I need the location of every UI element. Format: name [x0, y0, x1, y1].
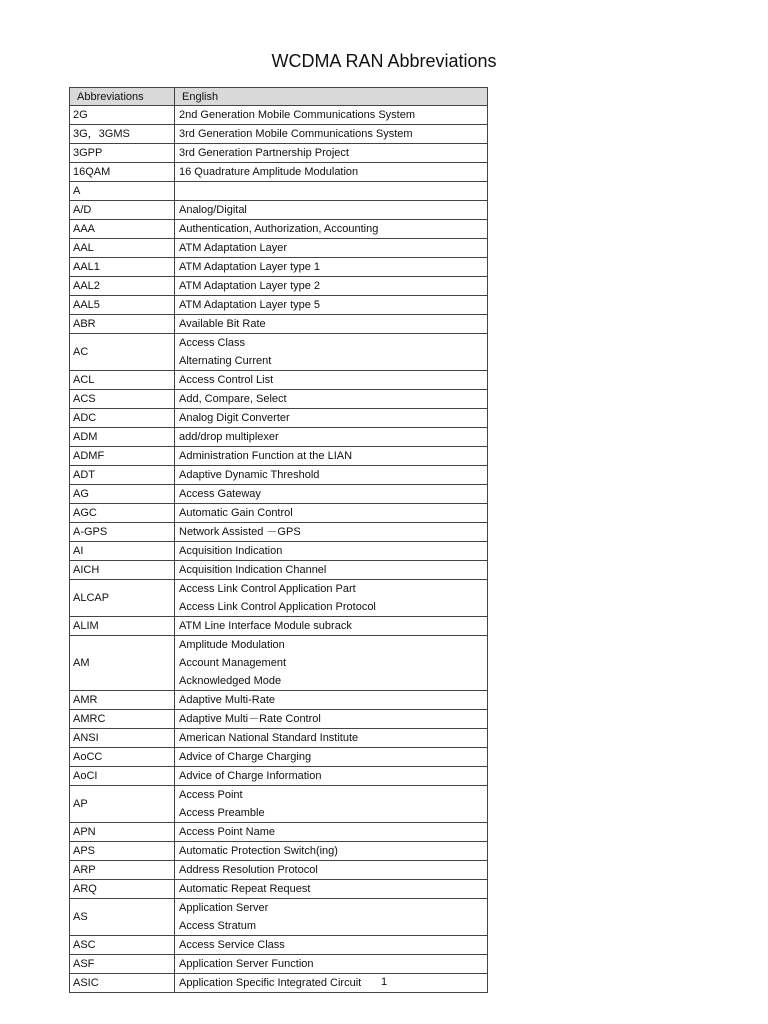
table-row: [70, 523, 488, 542]
table-row: [70, 955, 488, 974]
english-text: Acquisition Indication: [179, 545, 283, 557]
english-text: ATM Adaptation Layer type 1: [179, 261, 321, 273]
table-row: [70, 504, 488, 523]
abbreviation-cell: [70, 466, 175, 485]
english-cell: [175, 258, 488, 277]
abbreviation-cell: [70, 636, 175, 691]
english-text: Access Class: [179, 337, 246, 349]
table-row: [70, 861, 488, 880]
abbreviation-text: ADT: [73, 469, 95, 481]
english-text: Adaptive Dynamic Threshold: [179, 469, 320, 481]
english-text: Access Link Control Application Protocol: [179, 601, 376, 613]
table-row: [70, 899, 488, 936]
english-cell: [175, 691, 488, 710]
english-text: 2nd Generation Mobile Communications System: [179, 109, 416, 121]
abbreviation-cell: [70, 561, 175, 580]
table-row: [70, 239, 488, 258]
table-row: [70, 580, 488, 617]
english-cell: [175, 201, 488, 220]
english-cell: [175, 466, 488, 485]
english-text: Access Gateway: [179, 488, 261, 500]
table-row: [70, 428, 488, 447]
abbreviation-cell: [70, 201, 175, 220]
abbreviation-text: AAA: [73, 223, 96, 235]
abbreviation-text: ARP: [73, 864, 96, 876]
table-row: [70, 409, 488, 428]
english-cell: [175, 636, 488, 691]
abbreviation-cell: [70, 334, 175, 371]
abbreviation-cell: [70, 617, 175, 636]
table-row: [70, 447, 488, 466]
english-text: Application Server Function: [179, 958, 314, 970]
abbreviation-text: A: [73, 185, 81, 197]
abbreviation-cell: [70, 880, 175, 899]
english-cell: [175, 371, 488, 390]
abbreviation-text: ADMF: [73, 450, 105, 462]
abbreviation-text: ABR: [73, 318, 96, 330]
english-text: 3rd Generation Mobile Communications System: [179, 128, 413, 140]
english-text: Authentication, Authorization, Accounting: [179, 223, 379, 235]
english-text: Account Management: [179, 657, 287, 669]
english-text: Available Bit Rate: [179, 318, 266, 330]
abbreviation-text: ASC: [73, 939, 96, 951]
table-row: [70, 106, 488, 125]
abbreviation-cell: [70, 428, 175, 447]
abbreviations-table: [69, 87, 488, 993]
abbreviation-cell: [70, 485, 175, 504]
table-row: [70, 767, 488, 786]
abbreviation-text: ADM: [73, 431, 98, 443]
english-text: Access Service Class: [179, 939, 285, 951]
english-cell: [175, 409, 488, 428]
english-cell: [175, 390, 488, 409]
page-number: 1: [380, 976, 388, 988]
english-text: Application Server: [179, 902, 269, 914]
table-row: [70, 561, 488, 580]
english-cell: [175, 447, 488, 466]
abbreviation-text: AC: [73, 346, 89, 358]
english-cell: [175, 748, 488, 767]
english-text: Administration Function at the LIAN: [179, 450, 353, 462]
english-cell: [175, 880, 488, 899]
table-row: [70, 390, 488, 409]
abbreviation-cell: [70, 504, 175, 523]
english-cell: [175, 334, 488, 371]
english-cell: [175, 561, 488, 580]
table-row: [70, 334, 488, 371]
english-text: Amplitude Modulation: [179, 639, 285, 651]
abbreviation-cell: [70, 542, 175, 561]
english-text: Access Link Control Application Part: [179, 583, 356, 595]
english-cell: [175, 786, 488, 823]
english-cell: [175, 106, 488, 125]
table-row: [70, 880, 488, 899]
english-text: ATM Adaptation Layer: [179, 242, 288, 254]
english-cell: [175, 899, 488, 936]
abbreviation-cell: [70, 729, 175, 748]
table-row: [70, 710, 488, 729]
english-text: Analog/Digital: [179, 204, 247, 216]
table-row: [70, 144, 488, 163]
abbreviation-cell: [70, 239, 175, 258]
english-cell: [175, 182, 488, 201]
table-row: [70, 748, 488, 767]
abbreviation-text: 3GPP: [73, 147, 103, 159]
abbreviation-text: A-GPS: [73, 526, 108, 538]
abbreviation-text: AI: [73, 545, 84, 557]
abbreviation-cell: [70, 899, 175, 936]
english-cell: [175, 296, 488, 315]
abbreviation-cell: [70, 580, 175, 617]
table-row: [70, 617, 488, 636]
english-cell: [175, 542, 488, 561]
abbreviation-cell: [70, 767, 175, 786]
english-cell: [175, 315, 488, 334]
english-cell: [175, 220, 488, 239]
abbreviation-cell: [70, 523, 175, 542]
abbreviation-cell: [70, 182, 175, 201]
english-text: Address Resolution Protocol: [179, 864, 318, 876]
english-text: American National Standard Institute: [179, 732, 359, 744]
abbreviation-cell: [70, 296, 175, 315]
abbreviation-cell: [70, 371, 175, 390]
english-cell: [175, 580, 488, 617]
abbreviation-text: ACL: [73, 374, 95, 386]
abbreviation-cell: [70, 390, 175, 409]
table-row: [70, 277, 488, 296]
abbreviation-cell: [70, 748, 175, 767]
table-row: [70, 636, 488, 691]
abbreviation-cell: [70, 258, 175, 277]
english-cell: [175, 842, 488, 861]
abbreviation-text: A/D: [73, 204, 92, 216]
table-row: [70, 315, 488, 334]
english-cell: [175, 955, 488, 974]
table-row: [70, 466, 488, 485]
english-text: Access Control List: [179, 374, 274, 386]
abbreviation-cell: [70, 106, 175, 125]
abbreviation-text: AAL: [73, 242, 94, 254]
table-row: [70, 542, 488, 561]
table-row: [70, 163, 488, 182]
abbreviation-cell: [70, 710, 175, 729]
english-text: ATM Adaptation Layer type 5: [179, 299, 321, 311]
abbreviation-text: AoCI: [73, 770, 98, 782]
abbreviation-text: ALCAP: [73, 592, 110, 604]
english-text: Access Stratum: [179, 920, 257, 932]
abbreviation-text: 2G: [73, 109, 88, 121]
abbreviation-text: AICH: [73, 564, 100, 576]
english-text: Automatic Protection Switch(ing): [179, 845, 338, 857]
english-cell: [175, 861, 488, 880]
english-text: Network Assisted －GPS: [179, 526, 301, 538]
abbreviation-text: AS: [73, 911, 88, 923]
abbreviation-cell: [70, 842, 175, 861]
abbreviation-text: ARQ: [73, 883, 97, 895]
abbreviation-text: AMR: [73, 694, 98, 706]
table-row: [70, 296, 488, 315]
table-row: [70, 842, 488, 861]
english-cell: [175, 504, 488, 523]
abbreviation-text: AAL1: [73, 261, 100, 273]
table-row: [70, 485, 488, 504]
english-cell: [175, 428, 488, 447]
english-text: Alternating Current: [179, 355, 272, 367]
abbreviation-cell: [70, 315, 175, 334]
english-cell: [175, 823, 488, 842]
english-cell: [175, 239, 488, 258]
english-cell: [175, 729, 488, 748]
table-row: [70, 220, 488, 239]
english-text: Access Preamble: [179, 807, 265, 819]
english-text: Acquisition Indication Channel: [179, 564, 327, 576]
abbreviation-cell: [70, 144, 175, 163]
abbreviation-text: ADC: [73, 412, 97, 424]
abbreviation-cell: [70, 786, 175, 823]
english-cell: [175, 163, 488, 182]
english-text: Automatic Gain Control: [179, 507, 293, 519]
table-body: [70, 106, 488, 993]
abbreviation-cell: [70, 955, 175, 974]
english-text: ATM Line Interface Module subrack: [179, 620, 352, 632]
english-text: 16 Quadrature Amplitude Modulation: [179, 166, 359, 178]
abbreviation-text: AAL5: [73, 299, 100, 311]
english-cell: [175, 936, 488, 955]
abbreviation-cell: [70, 220, 175, 239]
abbreviation-cell: [70, 447, 175, 466]
header-row: [70, 88, 488, 106]
english-text: Application Specific Integrated Circuit: [179, 977, 362, 989]
table-row: [70, 691, 488, 710]
page-title: WCDMA RAN Abbreviations: [271, 51, 497, 71]
abbreviation-text: ASF: [73, 958, 95, 970]
table-row: [70, 201, 488, 220]
english-cell: [175, 523, 488, 542]
table-row: [70, 729, 488, 748]
abbreviation-text: ACS: [73, 393, 96, 405]
abbreviation-text: AG: [73, 488, 89, 500]
english-text: 3rd Generation Partnership Project: [179, 147, 349, 159]
table-row: [70, 936, 488, 955]
abbreviation-cell: [70, 861, 175, 880]
english-text: Automatic Repeat Request: [179, 883, 311, 895]
english-text: add/drop multiplexer: [179, 431, 279, 443]
abbreviation-text: AGC: [73, 507, 97, 519]
english-cell: [175, 767, 488, 786]
english-cell: [175, 277, 488, 296]
abbreviation-text: ANSI: [73, 732, 99, 744]
abbreviation-cell: [70, 936, 175, 955]
english-cell: [175, 485, 488, 504]
abbreviation-cell: [70, 125, 175, 144]
table-header: [70, 88, 488, 106]
abbreviation-text: AAL2: [73, 280, 100, 292]
abbreviation-text: ALIM: [73, 620, 99, 632]
table-row: [70, 371, 488, 390]
abbreviation-cell: [70, 823, 175, 842]
table-row: [70, 823, 488, 842]
column-header-abbreviations: Abbreviations: [70, 88, 175, 106]
abbreviation-cell: [70, 163, 175, 182]
abbreviation-text: APN: [73, 826, 96, 838]
table-row: [70, 786, 488, 823]
english-cell: [175, 125, 488, 144]
column-header-english: English: [175, 88, 488, 106]
abbreviation-text: APS: [73, 845, 96, 857]
abbreviation-text: AMRC: [73, 713, 106, 725]
english-text: Access Point Name: [179, 826, 275, 838]
abbreviation-text: ASIC: [73, 977, 99, 989]
english-text: ATM Adaptation Layer type 2: [179, 280, 321, 292]
english-text: Add, Compare, Select: [179, 393, 287, 405]
abbreviation-text: AM: [73, 657, 90, 669]
abbreviation-cell: [70, 409, 175, 428]
english-cell: [175, 144, 488, 163]
table-row: [70, 125, 488, 144]
english-cell: [175, 617, 488, 636]
english-text: Adaptive Multi-Rate: [179, 694, 275, 706]
english-cell: [175, 710, 488, 729]
table-row: [70, 258, 488, 277]
section-row: [70, 182, 488, 201]
abbreviation-text: 3G，3GMS: [73, 128, 130, 140]
english-text: Advice of Charge Information: [179, 770, 322, 782]
abbreviation-text: AoCC: [73, 751, 103, 763]
english-text: [179, 182, 483, 200]
english-text: Advice of Charge Charging: [179, 751, 312, 763]
english-text: Acknowledged Mode: [179, 675, 282, 687]
abbreviation-cell: [70, 691, 175, 710]
english-text: Access Point: [179, 789, 243, 801]
abbreviation-cell: [70, 277, 175, 296]
abbreviation-text: 16QAM: [73, 166, 111, 178]
english-text: Analog Digit Converter: [179, 412, 290, 424]
abbreviation-text: AP: [73, 798, 88, 810]
english-text: Adaptive Multi－Rate Control: [179, 713, 321, 725]
